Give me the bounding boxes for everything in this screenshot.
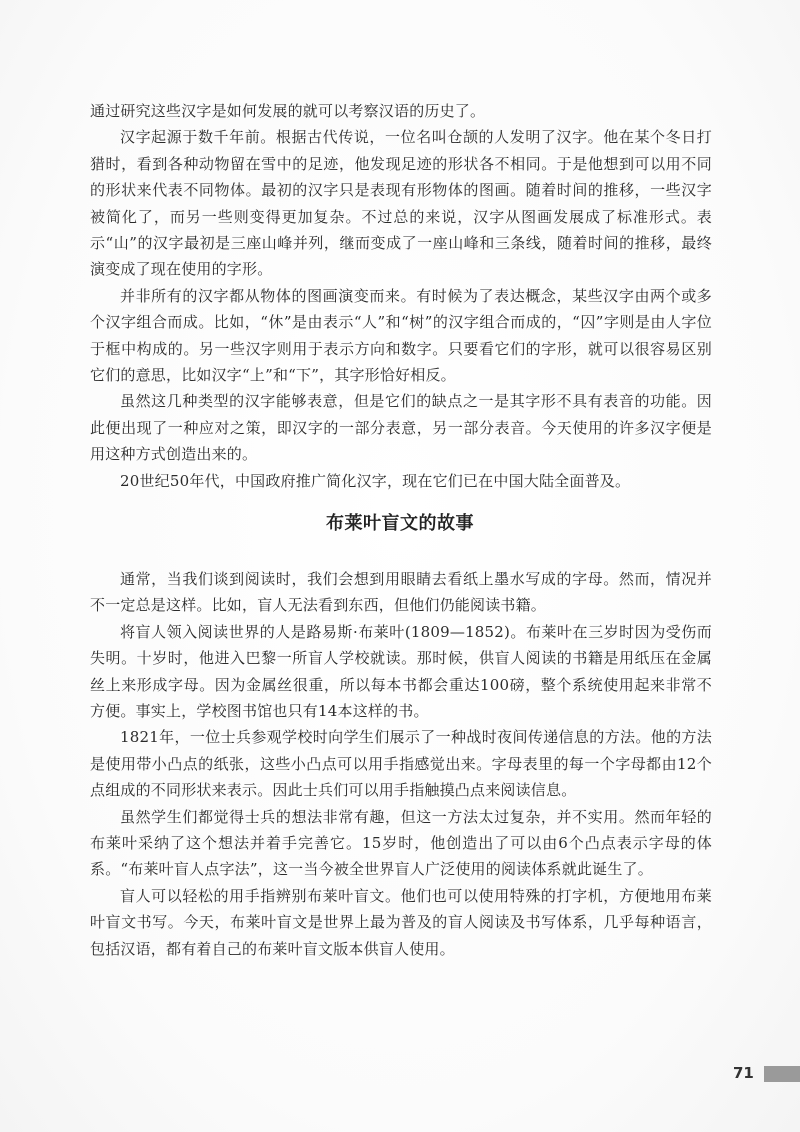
paragraph: 20世纪50年代，中国政府推广简化汉字，现在它们已在中国大陆全面普及。 [120, 471, 631, 490]
paragraph: 汉字起源于数千年前。根据古代传说，一位名叫仓颉的人发明了汉字。他在某个冬日打猎时，看到各种动物留在雪中的足迹，他发现足迹的形状各不相同。于是他想到可以用不同的形状来代表不同物体。最初的汉字只是表现有形物体的图画。随着时间的推移，一些汉字被简化了，而另一些则变得更加复杂。不过总的来说，汉字从图画发展成了标准形式。表示“山”的汉字最初是三座山峰并列，继而变成了一座山峰和三条线，随着时间的推移，最终演变成了现在使用的字形。 [90, 128, 712, 279]
paragraph: 将盲人领入阅读世界的人是路易斯·布莱叶(1809—1852)。布莱叶在三岁时因为受伤而失明。十岁时，他进入巴黎一所盲人学校就读。那时候，供盲人阅读的书籍是用纸压在金属丝上来形成字母。因为金属丝很重，所以每本书都会重达100磅，整个系统使用起来非常不方便。事实上，学校图书馆也只有14本这样的书。 [90, 622, 712, 721]
paragraph: 通过研究这些汉字是如何发展的就可以考察汉语的历史了。 [90, 102, 486, 120]
page-number: 71 [733, 1064, 754, 1082]
paragraph: 并非所有的汉字都从物体的图画演变而来。有时候为了表达概念，某些汉字由两个或多个汉字组合而成。比如，“休”是由表示“人”和“树”的汉字组合而成的，“囚”字则是由人字位于框中构成的。另一些汉字则用于表示方向和数字。只要看它们的字形，就可以很容易区别它们的意思，比如汉字“上”和“下”，其字形恰好相反。 [90, 286, 712, 385]
article-section-hanzi [90, 98, 712, 494]
article-section-braille [90, 566, 712, 962]
paragraph: 1821年，一位士兵参观学校时向学生们展示了一种战时夜间传递信息的方法。他的方法是使用带小凸点的纸张，这些小凸点可以用手指感觉出来。字母表里的每一个字母都由12个点组成的不同形状来表示。因此士兵们可以用手指触摸凸点来阅读信息。 [90, 728, 712, 800]
page-number-bar [764, 1066, 800, 1082]
section-heading: 布莱叶盲文的故事 [326, 513, 474, 534]
paragraph: 通常，当我们谈到阅读时，我们会想到用眼睛去看纸上墨水写成的字母。然而，情况并不一定总是这样。比如，盲人无法看到东西，但他们仍能阅读书籍。 [90, 570, 712, 615]
paragraph: 虽然学生们都觉得士兵的想法非常有趣，但这一方法太过复杂，并不实用。然而年轻的布莱叶采纳了这个想法并着手完善它。15岁时，他创造出了可以由6个凸点表示字母的体系。“布莱叶盲人点字法”，这一当今被全世界盲人广泛使用的阅读体系就此诞生了。 [90, 807, 712, 879]
paragraph: 虽然这几种类型的汉字能够表意，但是它们的缺点之一是其字形不具有表音的功能。因此便出现了一种应对之策，即汉字的一部分表意，另一部分表音。今天使用的许多汉字便是用这种方式创造出来的。 [90, 392, 712, 464]
paragraph: 盲人可以轻松的用手指辨别布莱叶盲文。他们也可以使用特殊的打字机，方便地用布莱叶盲文书写。今天，布莱叶盲文是世界上最为普及的盲人阅读及书写体系，几乎每种语言，包括汉语，都有着自己的布莱叶盲文版本供盲人使用。 [90, 886, 712, 958]
